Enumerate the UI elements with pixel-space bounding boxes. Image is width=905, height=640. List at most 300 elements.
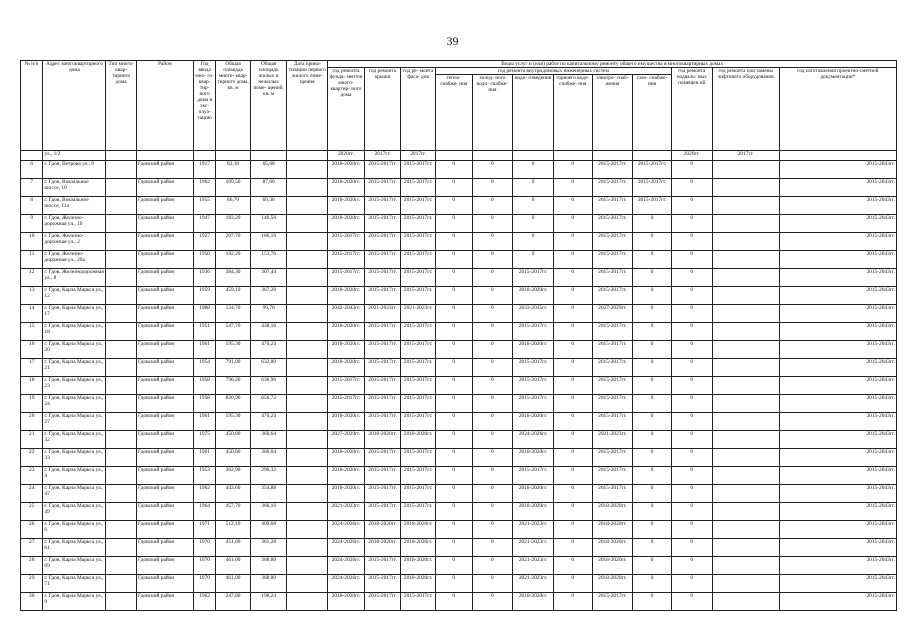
cell-sewer: 0 <box>513 233 554 251</box>
cell-facade: 2015-2017гг. <box>401 413 436 431</box>
cell-basement: 0 <box>671 197 712 215</box>
cell-num: 8 <box>21 197 43 215</box>
cell-num: 14 <box>21 305 43 323</box>
cell-district: Гдовский район <box>136 485 193 503</box>
cell-sewer: 0 <box>513 161 554 179</box>
cell-facade: 2018-2020гг. <box>401 539 436 557</box>
cell-foundation: 2024-2026гг. <box>328 575 365 593</box>
cell-sewer: 2021-2023гг. <box>513 557 554 575</box>
cell-sewer: 2015-2017гг. <box>513 323 554 341</box>
cell-privatization <box>287 575 328 593</box>
cell-sewer: 2024-2026гг. <box>513 431 554 449</box>
cell-year: 1970 <box>193 539 215 557</box>
cell-hot: 0 <box>553 557 592 575</box>
cell-privatization <box>287 431 328 449</box>
cell-basement: 0 <box>671 449 712 467</box>
cell-year: 1964 <box>193 503 215 521</box>
header-electric: электро- снаб- жения <box>592 75 633 151</box>
cell-num: 15 <box>21 323 43 341</box>
cell-num: 17 <box>21 359 43 377</box>
cell-area-total: 183,20 <box>216 215 251 233</box>
cell-hot: 0 <box>553 341 592 359</box>
cell-sewer: 2033-2035гг. <box>513 305 554 323</box>
cell-design <box>779 151 896 161</box>
cell-heat: 0 <box>435 359 472 377</box>
cell-gas: 0 <box>633 431 672 449</box>
cell-facade: 2015-2017гг. <box>401 269 436 287</box>
cell-electric: 2015-2017гг. <box>592 269 633 287</box>
cell-address: г. Гдов, Вокзальное шоссе, 11а <box>43 197 106 215</box>
cell-design: 2015-2043гг. <box>779 323 896 341</box>
cell-electric: 2015-2017гг. <box>592 377 633 395</box>
cell-type <box>106 359 137 377</box>
table-row <box>21 359 897 377</box>
cell-num: 7 <box>21 179 43 197</box>
cell-elevator <box>712 503 779 521</box>
cell-cold: 0 <box>472 395 513 413</box>
cell-elevator <box>712 215 779 233</box>
cell-heat: 0 <box>435 557 472 575</box>
cell-hot: 0 <box>553 179 592 197</box>
cell-sewer: 2015-2017гг. <box>513 377 554 395</box>
cell-address: г. Гдов, Карла Маркса ул., 61 <box>43 539 106 557</box>
table-header <box>21 61 897 151</box>
cell-roof: 2015-2017гг. <box>364 161 401 179</box>
cell-elevator <box>712 467 779 485</box>
cell-elevator <box>712 341 779 359</box>
table-row <box>21 575 897 593</box>
cell-address: г. Гдов, Карла Маркса ул., 20 <box>43 341 106 359</box>
header-hot: горячего водо- снабже- ния <box>553 75 592 151</box>
cell-roof: 2015-2017гг. <box>364 575 401 593</box>
cell-address: г. Гдов, Карла Маркса ул., 21 <box>43 359 106 377</box>
cell-hot: 0 <box>553 575 592 593</box>
cell-address: г. Гдов, Карла Маркса ул., 33 <box>43 449 106 467</box>
cell-type <box>106 449 137 467</box>
cell-sewer: 0 <box>513 251 554 269</box>
cell-sewer: 2015-2017гг. <box>513 269 554 287</box>
cell-electric: 2018-2020гг. <box>592 575 633 593</box>
cell-basement: 0 <box>671 179 712 197</box>
cell-area-total: 451,60 <box>216 539 251 557</box>
cell-year: 1970 <box>193 575 215 593</box>
cell-year: 1961 <box>193 341 215 359</box>
cell-num: 20 <box>21 413 43 431</box>
cell-area-total: 247,80 <box>216 593 251 611</box>
cell-hot: 0 <box>553 233 592 251</box>
cell-facade: 2018-2020гг. <box>401 521 436 539</box>
cell-area-living: 366,16 <box>250 503 287 521</box>
cell-heat: 0 <box>435 305 472 323</box>
cell-district: Гдовский район <box>136 359 193 377</box>
cell-cold: 0 <box>472 539 513 557</box>
cell-cold: 0 <box>472 251 513 269</box>
cell-address: г. Гдов, Карла Маркса ул., 4 <box>43 467 106 485</box>
cell-gas: 0 <box>633 521 672 539</box>
cell-gas: 0 <box>633 539 672 557</box>
cell-roof: 2015-2017гг. <box>364 449 401 467</box>
header-gas: газо- снабже- ния <box>633 75 672 151</box>
cell-area-total: 595,30 <box>216 413 251 431</box>
cell-design: 2015-2043гг. <box>779 503 896 521</box>
cell-gas: 0 <box>633 287 672 305</box>
cell-type <box>106 575 137 593</box>
cell-basement: 0 <box>671 521 712 539</box>
cell-privatization <box>287 233 328 251</box>
cell-design: 2015-2043гг. <box>779 521 896 539</box>
cell-address: г. Гдов, Карла Маркса ул., 71 <box>43 575 106 593</box>
cell-elevator <box>712 449 779 467</box>
cell-foundation: 2018-2020гг. <box>328 179 365 197</box>
cell-num: 19 <box>21 395 43 413</box>
cell-foundation: 2024-2026гг. <box>328 521 365 539</box>
cell-address: г. Гдов, Карла Маркса ул., 27 <box>43 413 106 431</box>
cell-hot: 0 <box>553 305 592 323</box>
cell-foundation: 2021-2023гг. <box>328 503 365 521</box>
cell-address: г. Гдов, Карла Маркса ул., 6 <box>43 521 106 539</box>
cell-area-total: 362,90 <box>216 467 251 485</box>
cell-type <box>106 287 137 305</box>
cell-hot: 0 <box>553 413 592 431</box>
cell-roof: 2015-2017гг. <box>364 503 401 521</box>
cell-design: 2015-2043гг. <box>779 467 896 485</box>
cell-area-total: 461,00 <box>216 557 251 575</box>
cell-roof: 2015-2017гг. <box>364 485 401 503</box>
cell-hot <box>553 151 592 161</box>
header-privatization: Дата привa- тизации первого жилого поме- щения <box>287 61 328 151</box>
cell-year: 1958 <box>193 395 215 413</box>
cell-elevator <box>712 305 779 323</box>
cell-hot: 0 <box>553 215 592 233</box>
cell-roof: 2015-2017гг. <box>364 215 401 233</box>
cell-electric: 2015-2017гг. <box>592 161 633 179</box>
cell-privatization <box>287 485 328 503</box>
cell-area-living: 198,24 <box>250 593 287 611</box>
cell-facade: 2015-2017гг. <box>401 233 436 251</box>
cell-electric: 2015-2017гг. <box>592 413 633 431</box>
cell-district <box>136 151 193 161</box>
cell-privatization <box>287 161 328 179</box>
cell-area-total: 595,30 <box>216 341 251 359</box>
cell-address: г. Гдов, Карла Маркса ул., 18 <box>43 323 106 341</box>
cell-cold: 0 <box>472 179 513 197</box>
cell-num: 9 <box>21 215 43 233</box>
header-roof: год ремонта крыши <box>364 68 401 151</box>
cell-area-living: 438,16 <box>250 323 287 341</box>
cell-roof: 2021-2023гг. <box>364 305 401 323</box>
cell-facade: 2015-2017гг. <box>401 197 436 215</box>
cell-address: г. Гдов, Карла Маркса ул., 23 <box>43 377 106 395</box>
cell-year: 1975 <box>193 431 215 449</box>
cell-year: 1951 <box>193 323 215 341</box>
cell-privatization <box>287 557 328 575</box>
cell-hot: 0 <box>553 521 592 539</box>
cell-privatization <box>287 413 328 431</box>
cell-basement: 0 <box>671 539 712 557</box>
cell-heat: 0 <box>435 323 472 341</box>
cell-privatization <box>287 197 328 215</box>
table-row <box>21 305 897 323</box>
cell-elevator <box>712 395 779 413</box>
cell-type <box>106 485 137 503</box>
cell-year: 1917 <box>193 161 215 179</box>
cell-gas: 0 <box>633 593 672 611</box>
cell-type <box>106 503 137 521</box>
cell-num: 28 <box>21 557 43 575</box>
cell-year: 1962 <box>193 593 215 611</box>
cell-privatization <box>287 251 328 269</box>
cell-roof: 2015-2017гг. <box>364 251 401 269</box>
cell-address: г. Гдов, Карла Маркса ул., 17 <box>43 305 106 323</box>
cell-hot: 0 <box>553 593 592 611</box>
cell-basement: 0 <box>671 593 712 611</box>
cell-area-living: 69,36 <box>250 197 287 215</box>
cell-privatization <box>287 521 328 539</box>
cell-num: 6 <box>21 161 43 179</box>
cell-district: Гдовский район <box>136 179 193 197</box>
cell-type <box>106 233 137 251</box>
cell-privatization <box>287 323 328 341</box>
cell-roof: 2015-2017гг. <box>364 179 401 197</box>
cell-area-living: 636,96 <box>250 377 287 395</box>
cell-heat: 0 <box>435 269 472 287</box>
cell-cold: 0 <box>472 467 513 485</box>
cell-elevator <box>712 359 779 377</box>
cell-design: 2015-2043гг. <box>779 215 896 233</box>
cell-address: г. Гдов, Вокзальное шоссе, 10 <box>43 179 106 197</box>
cell-cold: 0 <box>472 449 513 467</box>
header-group-systems: год ремонта внутридомовых инженерных систем <box>435 68 671 75</box>
cell-area-living: 146,56 <box>250 215 287 233</box>
cell-cold: 0 <box>472 305 513 323</box>
cell-electric <box>592 151 633 161</box>
table-row <box>21 485 897 503</box>
cell-year: 1988 <box>193 305 215 323</box>
cell-electric: 2027-2029гг. <box>592 305 633 323</box>
cell-hot: 0 <box>553 323 592 341</box>
header-foundation: год ремонта фунда- ментов много- квартир- ного дома <box>328 68 365 151</box>
cell-hot: 0 <box>553 503 592 521</box>
cell-basement: 0 <box>671 161 712 179</box>
cell-hot: 0 <box>553 161 592 179</box>
cell-year: 1962 <box>193 179 215 197</box>
cell-district: Гдовский район <box>136 395 193 413</box>
cell-heat: 0 <box>435 287 472 305</box>
cell-heat: 0 <box>435 449 472 467</box>
cell-elevator <box>712 485 779 503</box>
cell-roof: 2015-2017гг. <box>364 395 401 413</box>
cell-area-total: 443,60 <box>216 485 251 503</box>
cell-heat: 0 <box>435 215 472 233</box>
table-row <box>21 503 897 521</box>
cell-design: 2015-2043гг. <box>779 179 896 197</box>
cell-heat: 0 <box>435 593 472 611</box>
cell-design: 2015-2043гг. <box>779 485 896 503</box>
cell-basement: 0 <box>671 395 712 413</box>
cell-facade: 2015-2017гг. <box>401 377 436 395</box>
cell-roof: 2018-2020гг. <box>364 521 401 539</box>
cell-area-total: 820,90 <box>216 395 251 413</box>
cell-privatization <box>287 359 328 377</box>
cell-gas: 2015-2017гг. <box>633 161 672 179</box>
cell-privatization <box>287 269 328 287</box>
cell-basement: 0 <box>671 233 712 251</box>
cell-area-total: 82,10 <box>216 161 251 179</box>
cell-gas: 0 <box>633 485 672 503</box>
cell-gas <box>633 151 672 161</box>
cell-foundation: 2018-2020гг. <box>328 197 365 215</box>
cell-area-living: 409,68 <box>250 521 287 539</box>
cell-cold: 0 <box>472 485 513 503</box>
cell-district: Гдовский район <box>136 305 193 323</box>
cell-area-total: 461,00 <box>216 575 251 593</box>
cell-foundation: 2018-2020гг. <box>328 593 365 611</box>
cell-sewer: 2018-2020гг. <box>513 449 554 467</box>
cell-privatization <box>287 539 328 557</box>
cell-type <box>106 431 137 449</box>
cell-foundation: 2018-2020гг. <box>328 323 365 341</box>
cell-electric: 2018-2020гг. <box>592 557 633 575</box>
cell-area-living: 367,28 <box>250 287 287 305</box>
cell-year: 1950 <box>193 251 215 269</box>
cell-design: 2015-2043гг. <box>779 197 896 215</box>
cell-roof: 2018-2020гг. <box>364 539 401 557</box>
header-area-living: Общая площадь жилых и нежилых поме- щений, кв. м <box>250 61 287 151</box>
cell-elevator <box>712 413 779 431</box>
cell-cold: 0 <box>472 233 513 251</box>
cell-design: 2015-2043гг. <box>779 431 896 449</box>
cell-address: г. Гдов, Карла Маркса ул., 47 <box>43 485 106 503</box>
cell-elevator <box>712 179 779 197</box>
cell-gas: 0 <box>633 395 672 413</box>
cell-sewer: 2018-2020гг. <box>513 413 554 431</box>
cell-roof: 2015-2017гг. <box>364 269 401 287</box>
cell-basement: 0 <box>671 557 712 575</box>
cell-facade: 2015-2017гг. <box>401 395 436 413</box>
cell-sewer: 2015-2017гг. <box>513 395 554 413</box>
cell-basement: 0 <box>671 287 712 305</box>
cell-gas: 0 <box>633 377 672 395</box>
cell-year: 1971 <box>193 521 215 539</box>
cell-heat: 0 <box>435 377 472 395</box>
table-row <box>21 467 897 485</box>
cell-area-total: 192,20 <box>216 251 251 269</box>
header-sewer: водо- отведения <box>513 75 554 151</box>
cell-elevator <box>712 539 779 557</box>
cell-foundation: 2018-2020гг. <box>328 341 365 359</box>
header-facade: год ре- монта фаса- дов <box>401 68 436 151</box>
cell-year: 1961 <box>193 449 215 467</box>
cell-facade: 2015-2017гг. <box>401 449 436 467</box>
cell-elevator <box>712 557 779 575</box>
cell-heat <box>435 151 472 161</box>
cell-basement: 0 <box>671 269 712 287</box>
cell-design: 2015-2043гг. <box>779 539 896 557</box>
cell-heat: 0 <box>435 341 472 359</box>
cell-area-living: 476,24 <box>250 413 287 431</box>
cell-year: 1958 <box>193 377 215 395</box>
cell-gas: 0 <box>633 413 672 431</box>
cell-type <box>106 251 137 269</box>
cell-heat: 0 <box>435 161 472 179</box>
cell-district: Гдовский район <box>136 269 193 287</box>
cell-num: 24 <box>21 485 43 503</box>
table-row <box>21 377 897 395</box>
cell-foundation: 2018-2020гг. <box>328 359 365 377</box>
cell-type <box>106 377 137 395</box>
cell-design: 2015-2043гг. <box>779 449 896 467</box>
cell-roof: 2015-2017гг. <box>364 233 401 251</box>
cell-electric: 2018-2020гг. <box>592 539 633 557</box>
cell-area-total: 450,80 <box>216 449 251 467</box>
cell-area-total: 450,80 <box>216 431 251 449</box>
cell-heat: 0 <box>435 503 472 521</box>
cell-basement: 0 <box>671 485 712 503</box>
cell-district: Гдовский район <box>136 503 193 521</box>
cell-heat: 0 <box>435 197 472 215</box>
cell-sewer: 2018-2020гг. <box>513 341 554 359</box>
cell-cold: 0 <box>472 503 513 521</box>
table-row <box>21 323 897 341</box>
cell-electric: 2018-2020гг. <box>592 503 633 521</box>
cell-sewer: 2015-2017гг. <box>513 467 554 485</box>
cell-design: 2015-2043гг. <box>779 269 896 287</box>
cell-basement: 0 <box>671 431 712 449</box>
header-cold: холод- ного водо- снабже- ния <box>472 75 513 151</box>
cell-facade: 2015-2017гг. <box>401 485 436 503</box>
cell-hot: 0 <box>553 449 592 467</box>
cell-privatization <box>287 503 328 521</box>
cell-elevator: 2017гг. <box>712 151 779 161</box>
cell-electric: 2015-2017гг. <box>592 197 633 215</box>
cell-area-living: 368,80 <box>250 575 287 593</box>
cell-design: 2015-2043гг. <box>779 233 896 251</box>
cell-cold: 0 <box>472 593 513 611</box>
cell-privatization <box>287 215 328 233</box>
cell-heat: 0 <box>435 575 472 593</box>
cell-num: 10 <box>21 233 43 251</box>
cell-type <box>106 593 137 611</box>
cell-cold: 0 <box>472 269 513 287</box>
cell-hot: 0 <box>553 431 592 449</box>
cell-cold: 0 <box>472 521 513 539</box>
cell-hot: 0 <box>553 197 592 215</box>
cell-design: 2015-2043гг. <box>779 305 896 323</box>
cell-electric: 2018-2020гг. <box>592 521 633 539</box>
cell-num: 16 <box>21 341 43 359</box>
cell-year: 1955 <box>193 197 215 215</box>
cell-num: 23 <box>21 467 43 485</box>
cell-privatization <box>287 305 328 323</box>
header-type: Тип много- квар- тирного дома <box>106 61 137 151</box>
cell-address: г. Гдов, Карла Маркса ул., 24 <box>43 395 106 413</box>
cell-district: Гдовский район <box>136 431 193 449</box>
cell-roof: 2017гг. <box>364 151 401 161</box>
header-year: Год ввода мно- го- квар- тир- ного дома в экс- плуа- тацию <box>193 61 215 151</box>
cell-electric: 2015-2017гг. <box>592 233 633 251</box>
cell-address: г. Гдов, Карла Маркса ул., 12 <box>43 287 106 305</box>
cell-roof: 2015-2017гг. <box>364 467 401 485</box>
cell-area-total: 109,50 <box>216 179 251 197</box>
cell-design: 2015-2043гг. <box>779 557 896 575</box>
cell-area-living: 354,88 <box>250 485 287 503</box>
cell-facade: 2015-2017гг. <box>401 467 436 485</box>
cell-year: 1954 <box>193 359 215 377</box>
cell-roof: 2015-2017гг. <box>364 377 401 395</box>
cell-roof: 2018-2020гг. <box>364 431 401 449</box>
cell-gas: 0 <box>633 557 672 575</box>
cell-type <box>106 539 137 557</box>
